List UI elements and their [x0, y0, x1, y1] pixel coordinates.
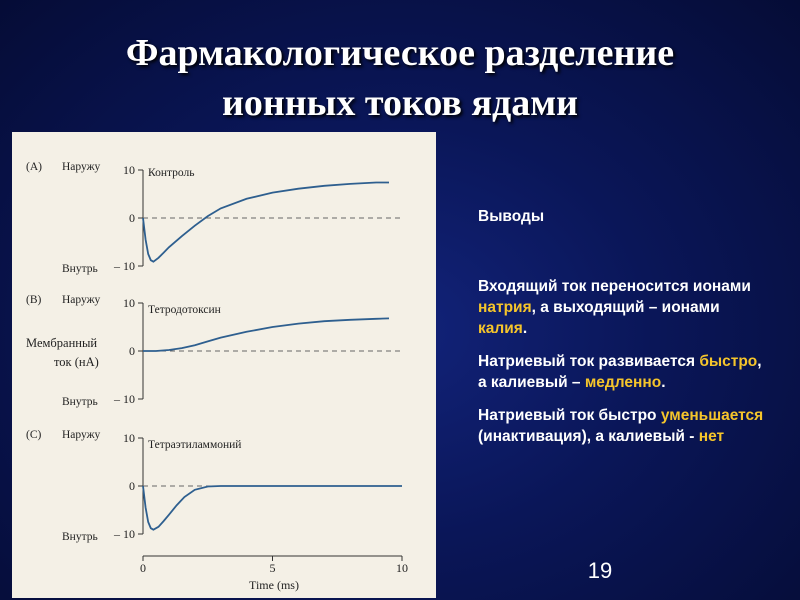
conclusion-3-b: уменьшается [660, 407, 764, 424]
y-axis-label-line-2: ток (нА) [54, 355, 99, 369]
y-tick-label: 0 [129, 211, 135, 225]
chart-svg [12, 132, 436, 598]
conclusion-1-e: . [522, 320, 528, 337]
conclusion-2-c: , а калиевый – [478, 353, 762, 391]
y-tick-label: 10 [123, 296, 135, 310]
conclusion-2 [478, 351, 768, 393]
y-tick-label: 0 [129, 479, 135, 493]
panel-letter: (A) [26, 161, 42, 173]
y-axis-label-line-1: Мембранный [26, 336, 98, 350]
inward-label: Внутрь [62, 263, 98, 275]
outward-label: Наружу [62, 294, 101, 306]
conclusions-heading [478, 206, 768, 227]
outward-label: Наружу [62, 429, 101, 441]
conclusions-panel [478, 206, 768, 459]
y-tick-label: 10 [123, 163, 135, 177]
panel-letter: (B) [26, 294, 42, 306]
title-line-2: ионных токов ядами [221, 82, 579, 124]
conclusion-2-e: . [661, 374, 666, 391]
conclusion-3-c: (инактивация), а калиевый - [478, 428, 699, 445]
conclusion-1-b: натрия [478, 299, 532, 316]
outward-label: Наружу [62, 161, 101, 173]
panel-caption: Тетраэтиламмоний [148, 439, 242, 451]
conclusion-3-d: нет [698, 428, 725, 445]
inward-label: Внутрь [62, 531, 98, 543]
conclusion-1 [478, 276, 768, 339]
title-line-1: Фармакологическое разделение [125, 32, 675, 74]
page-number: 19 [587, 558, 613, 583]
conclusion-1-c: , а выходящий – ионами [531, 299, 720, 316]
conclusion-2-d: медленно [584, 374, 662, 391]
panel-letter: (C) [26, 429, 42, 441]
y-tick-label: 0 [129, 344, 135, 358]
x-tick-label: 10 [396, 561, 408, 575]
conclusion-2-a: Натриевый ток развивается [478, 353, 700, 370]
conclusions-heading-text: Выводы [478, 208, 545, 225]
chart-figure [12, 132, 436, 598]
panel-caption: Контроль [148, 167, 195, 179]
current-trace [143, 486, 402, 530]
current-trace [143, 318, 389, 351]
conclusion-3-a: Натриевый ток быстро [478, 407, 661, 424]
y-tick-label: – 10 [114, 392, 135, 406]
slide-title [0, 28, 800, 128]
y-tick-label: – 10 [114, 527, 135, 541]
x-tick-label: 0 [140, 561, 146, 575]
y-tick-label: – 10 [114, 259, 135, 273]
inward-label: Внутрь [62, 396, 98, 408]
y-tick-label: 10 [123, 431, 135, 445]
conclusion-2-b: быстро [699, 353, 758, 370]
x-axis-label: Time (ms) [249, 578, 299, 592]
conclusion-1-a: Входящий ток переносится ионами [478, 278, 751, 295]
current-trace [143, 183, 389, 262]
x-tick-label: 5 [269, 561, 276, 575]
conclusion-1-d: калия [478, 320, 523, 337]
conclusion-3 [478, 405, 768, 447]
panel-caption: Тетродотоксин [148, 304, 221, 316]
